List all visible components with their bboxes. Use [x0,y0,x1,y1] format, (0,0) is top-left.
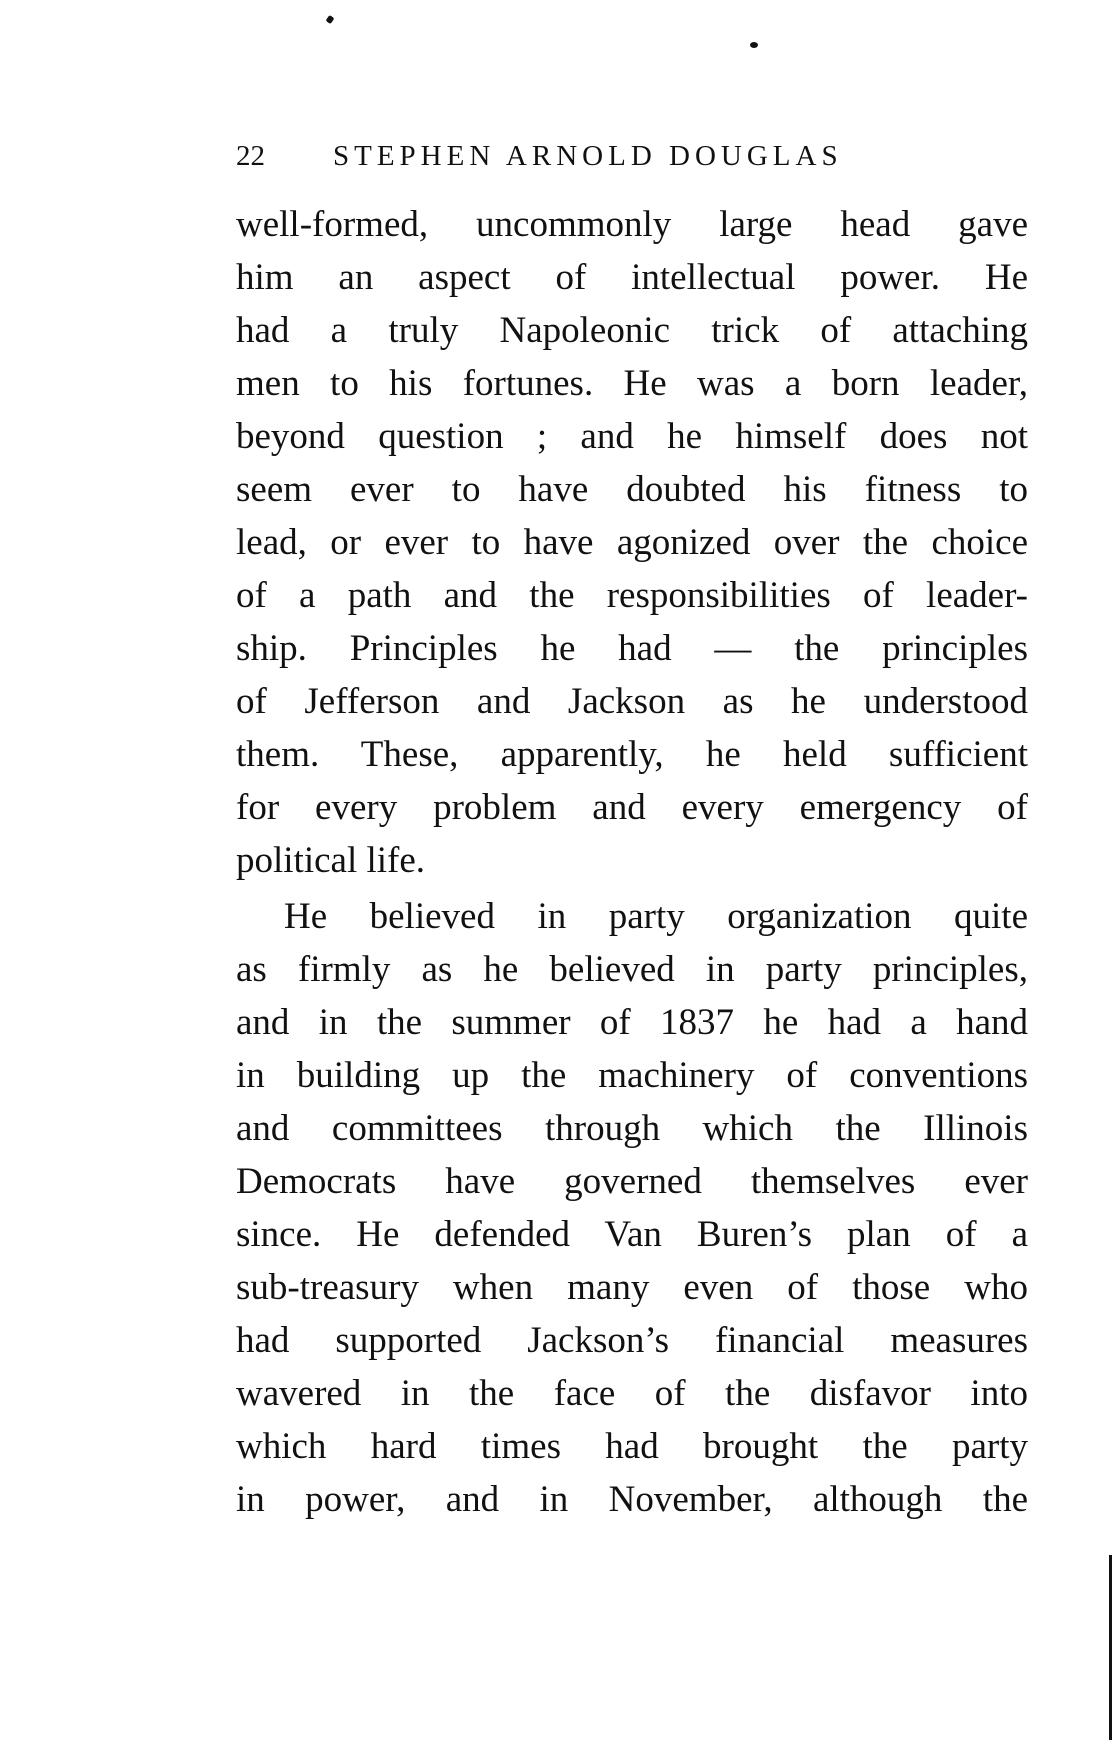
text-line: had supported Jackson’s financial measures [236,1320,1028,1361]
page-header [236,136,1036,176]
page-number: 22 [236,140,265,172]
text-line: them. These, apparently, he held sufficient [236,734,1028,775]
text-line: beyond question ; and he himself does not [236,416,1028,457]
text-line: of a path and the responsibilities of leader- [236,575,1028,616]
text-line: in building up the machinery of conventions [236,1055,1028,1096]
text-line: which hard times had brought the party [236,1426,1028,1467]
text-line: seem ever to have doubted his fitness to [236,469,1028,510]
page-edge-line [1109,1555,1112,1740]
text-line: for every problem and every emergency of [236,787,1028,828]
paragraph-1 [236,198,1028,887]
text-line: him an aspect of intellectual power. He [236,257,1028,298]
text-line: political life. [236,840,426,881]
text-line: Democrats have governed themselves ever [236,1161,1028,1202]
text-line: and committees through which the Illinois [236,1108,1028,1149]
scan-speck [750,42,758,48]
text-line: since. He defended Van Buren’s plan of a [236,1214,1028,1255]
text-line: He believed in party organization quite [284,896,1028,937]
text-line: in power, and in November, although the [236,1479,1028,1520]
text-line: sub-treasury when many even of those who [236,1267,1028,1308]
text-line: ship. Principles he had — the principles [236,628,1028,669]
text-line: as firmly as he believed in party principles, [236,949,1028,990]
text-line: had a truly Napoleonic trick of attaching [236,310,1028,351]
text-line: and in the summer of 1837 he had a hand [236,1002,1028,1043]
paragraph-2 [236,890,1028,1526]
text-line: men to his fortunes. He was a born leader, [236,363,1028,404]
text-line: of Jefferson and Jackson as he understood [236,681,1028,722]
running-title: STEPHEN ARNOLD DOUGLAS [333,140,843,172]
text-line: lead, or ever to have agonized over the choice [236,522,1028,563]
scan-speck [326,15,335,24]
text-line: well-formed, uncommonly large head gave [236,204,1028,245]
text-line: wavered in the face of the disfavor into [236,1373,1028,1414]
